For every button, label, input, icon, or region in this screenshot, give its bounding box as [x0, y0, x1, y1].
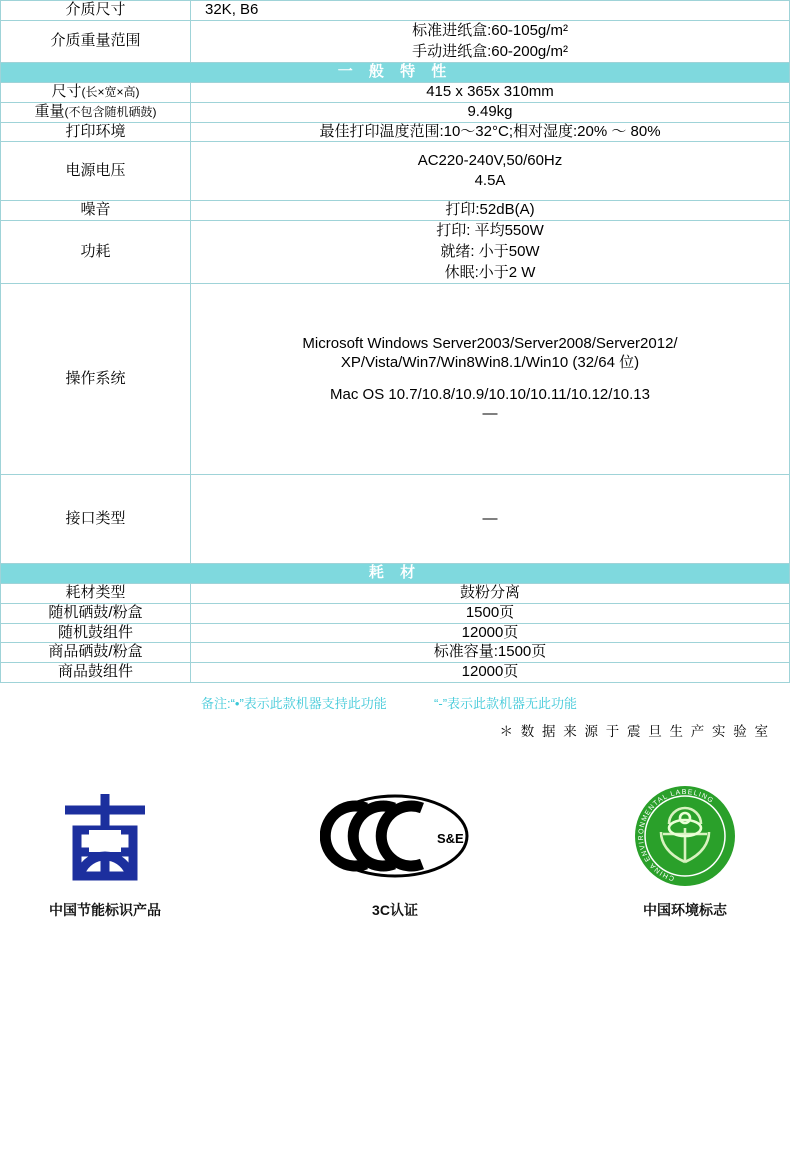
row-value: [191, 221, 790, 284]
table-row: [1, 584, 790, 604]
certification-caption: 中国节能标识产品: [49, 901, 161, 918]
row-value-line: 手动进纸盒:60-200g/m²: [412, 42, 568, 60]
row-value: 12000页: [191, 663, 790, 683]
row-label: 尺寸(长×宽×高): [1, 83, 191, 103]
data-source-note: ＊ 数 据 来 源 于 震 旦 生 产 实 验 室: [499, 723, 770, 739]
certification-logos: [0, 782, 790, 920]
row-value: 12000页: [191, 623, 790, 643]
row-value: 最佳打印温度范围:10～32°C;相对湿度:20% ～ 80%: [191, 122, 790, 142]
row-value: 标准容量:1500页: [191, 643, 790, 663]
certification-energy-saving: [15, 782, 195, 920]
table-row: [1, 603, 790, 623]
row-value: 1500页: [191, 603, 790, 623]
row-value-line: —: [482, 405, 498, 422]
row-value-line: 4.5A: [474, 172, 506, 190]
row-value-line: Microsoft Windows Server2003/Server2008/Server2012/: [302, 334, 678, 352]
row-value: [191, 284, 790, 475]
row-label: 打印环境: [1, 122, 191, 142]
row-value: 9.49kg: [191, 102, 790, 122]
row-label: 电源电压: [1, 142, 191, 201]
ccc-sub-text: S&E: [437, 830, 464, 846]
section-row-general: [1, 63, 790, 83]
legend-unsupport: “-”表示此款机器无此功能: [434, 695, 578, 711]
row-value: 鼓粉分离: [191, 584, 790, 604]
certification-caption: 3C认证: [372, 901, 418, 918]
table-row: [1, 643, 790, 663]
table-row: [1, 663, 790, 683]
certification-environmental: [595, 782, 775, 920]
row-value: [191, 20, 790, 63]
table-row: [1, 1, 790, 21]
ccc-mark-icon: [305, 782, 485, 890]
row-value-line: XP/Vista/Win7/Win8Win8.1/Win10 (32/64 位): [340, 353, 640, 371]
row-value: —: [191, 475, 790, 564]
legend-note: [0, 693, 778, 712]
table-row: [1, 201, 790, 221]
certification-caption: 中国环境标志: [643, 901, 727, 918]
legend-support: 备注:“•”表示此款机器支持此功能: [200, 695, 387, 711]
row-label: 随机硒鼓/粉盒: [1, 603, 191, 623]
table-row-os: [1, 284, 790, 475]
row-label: 商品硒鼓/粉盒: [1, 643, 191, 663]
table-row: [1, 83, 790, 103]
table-row: [1, 623, 790, 643]
row-value-line: 休眠:小于2 W: [444, 263, 536, 281]
table-row: [1, 221, 790, 284]
row-label: 接口类型: [1, 475, 191, 564]
row-label: 操作系统: [1, 284, 191, 475]
row-label: 耗材类型: [1, 584, 191, 604]
energy-saving-mark-icon: [15, 782, 195, 890]
china-environmental-label-icon: [595, 782, 775, 890]
table-row: [1, 20, 790, 63]
row-label: 介质尺寸: [1, 1, 191, 21]
row-value-line: 就绪: 小于50W: [440, 242, 540, 260]
certification-ccc: [305, 782, 485, 920]
row-value: 415 x 365x 310mm: [191, 83, 790, 103]
row-label: 重量(不包含随机硒鼓): [1, 102, 191, 122]
row-label: 功耗: [1, 221, 191, 284]
row-value-line: Mac OS 10.7/10.8/10.9/10.10/10.11/10.12/10.13: [330, 386, 650, 404]
row-value-line: AC220-240V,50/60Hz: [417, 151, 563, 169]
row-value: [191, 142, 790, 201]
row-value-line: 打印: 平均550W: [436, 222, 544, 239]
table-row: [1, 122, 790, 142]
row-label: 介质重量范围: [1, 20, 191, 63]
row-value: 32K, B6: [191, 1, 790, 21]
row-value-line: 标准进纸盒:60-105g/m²: [412, 21, 568, 39]
footnotes: [0, 683, 790, 740]
section-row-consumables: [1, 564, 790, 584]
row-label: 噪音: [1, 201, 191, 221]
section-title: 一 般 特 性: [1, 63, 790, 83]
ring-text: CHINA ENVIRONMENTAL LABELING: [637, 788, 715, 882]
row-label: 商品鼓组件: [1, 663, 191, 683]
table-row: [1, 142, 790, 201]
table-row-interface: [1, 475, 790, 564]
table-row: [1, 102, 790, 122]
row-label: 随机鼓组件: [1, 623, 191, 643]
row-value: 打印:52dB(A): [191, 201, 790, 221]
section-title: 耗 材: [1, 564, 790, 584]
